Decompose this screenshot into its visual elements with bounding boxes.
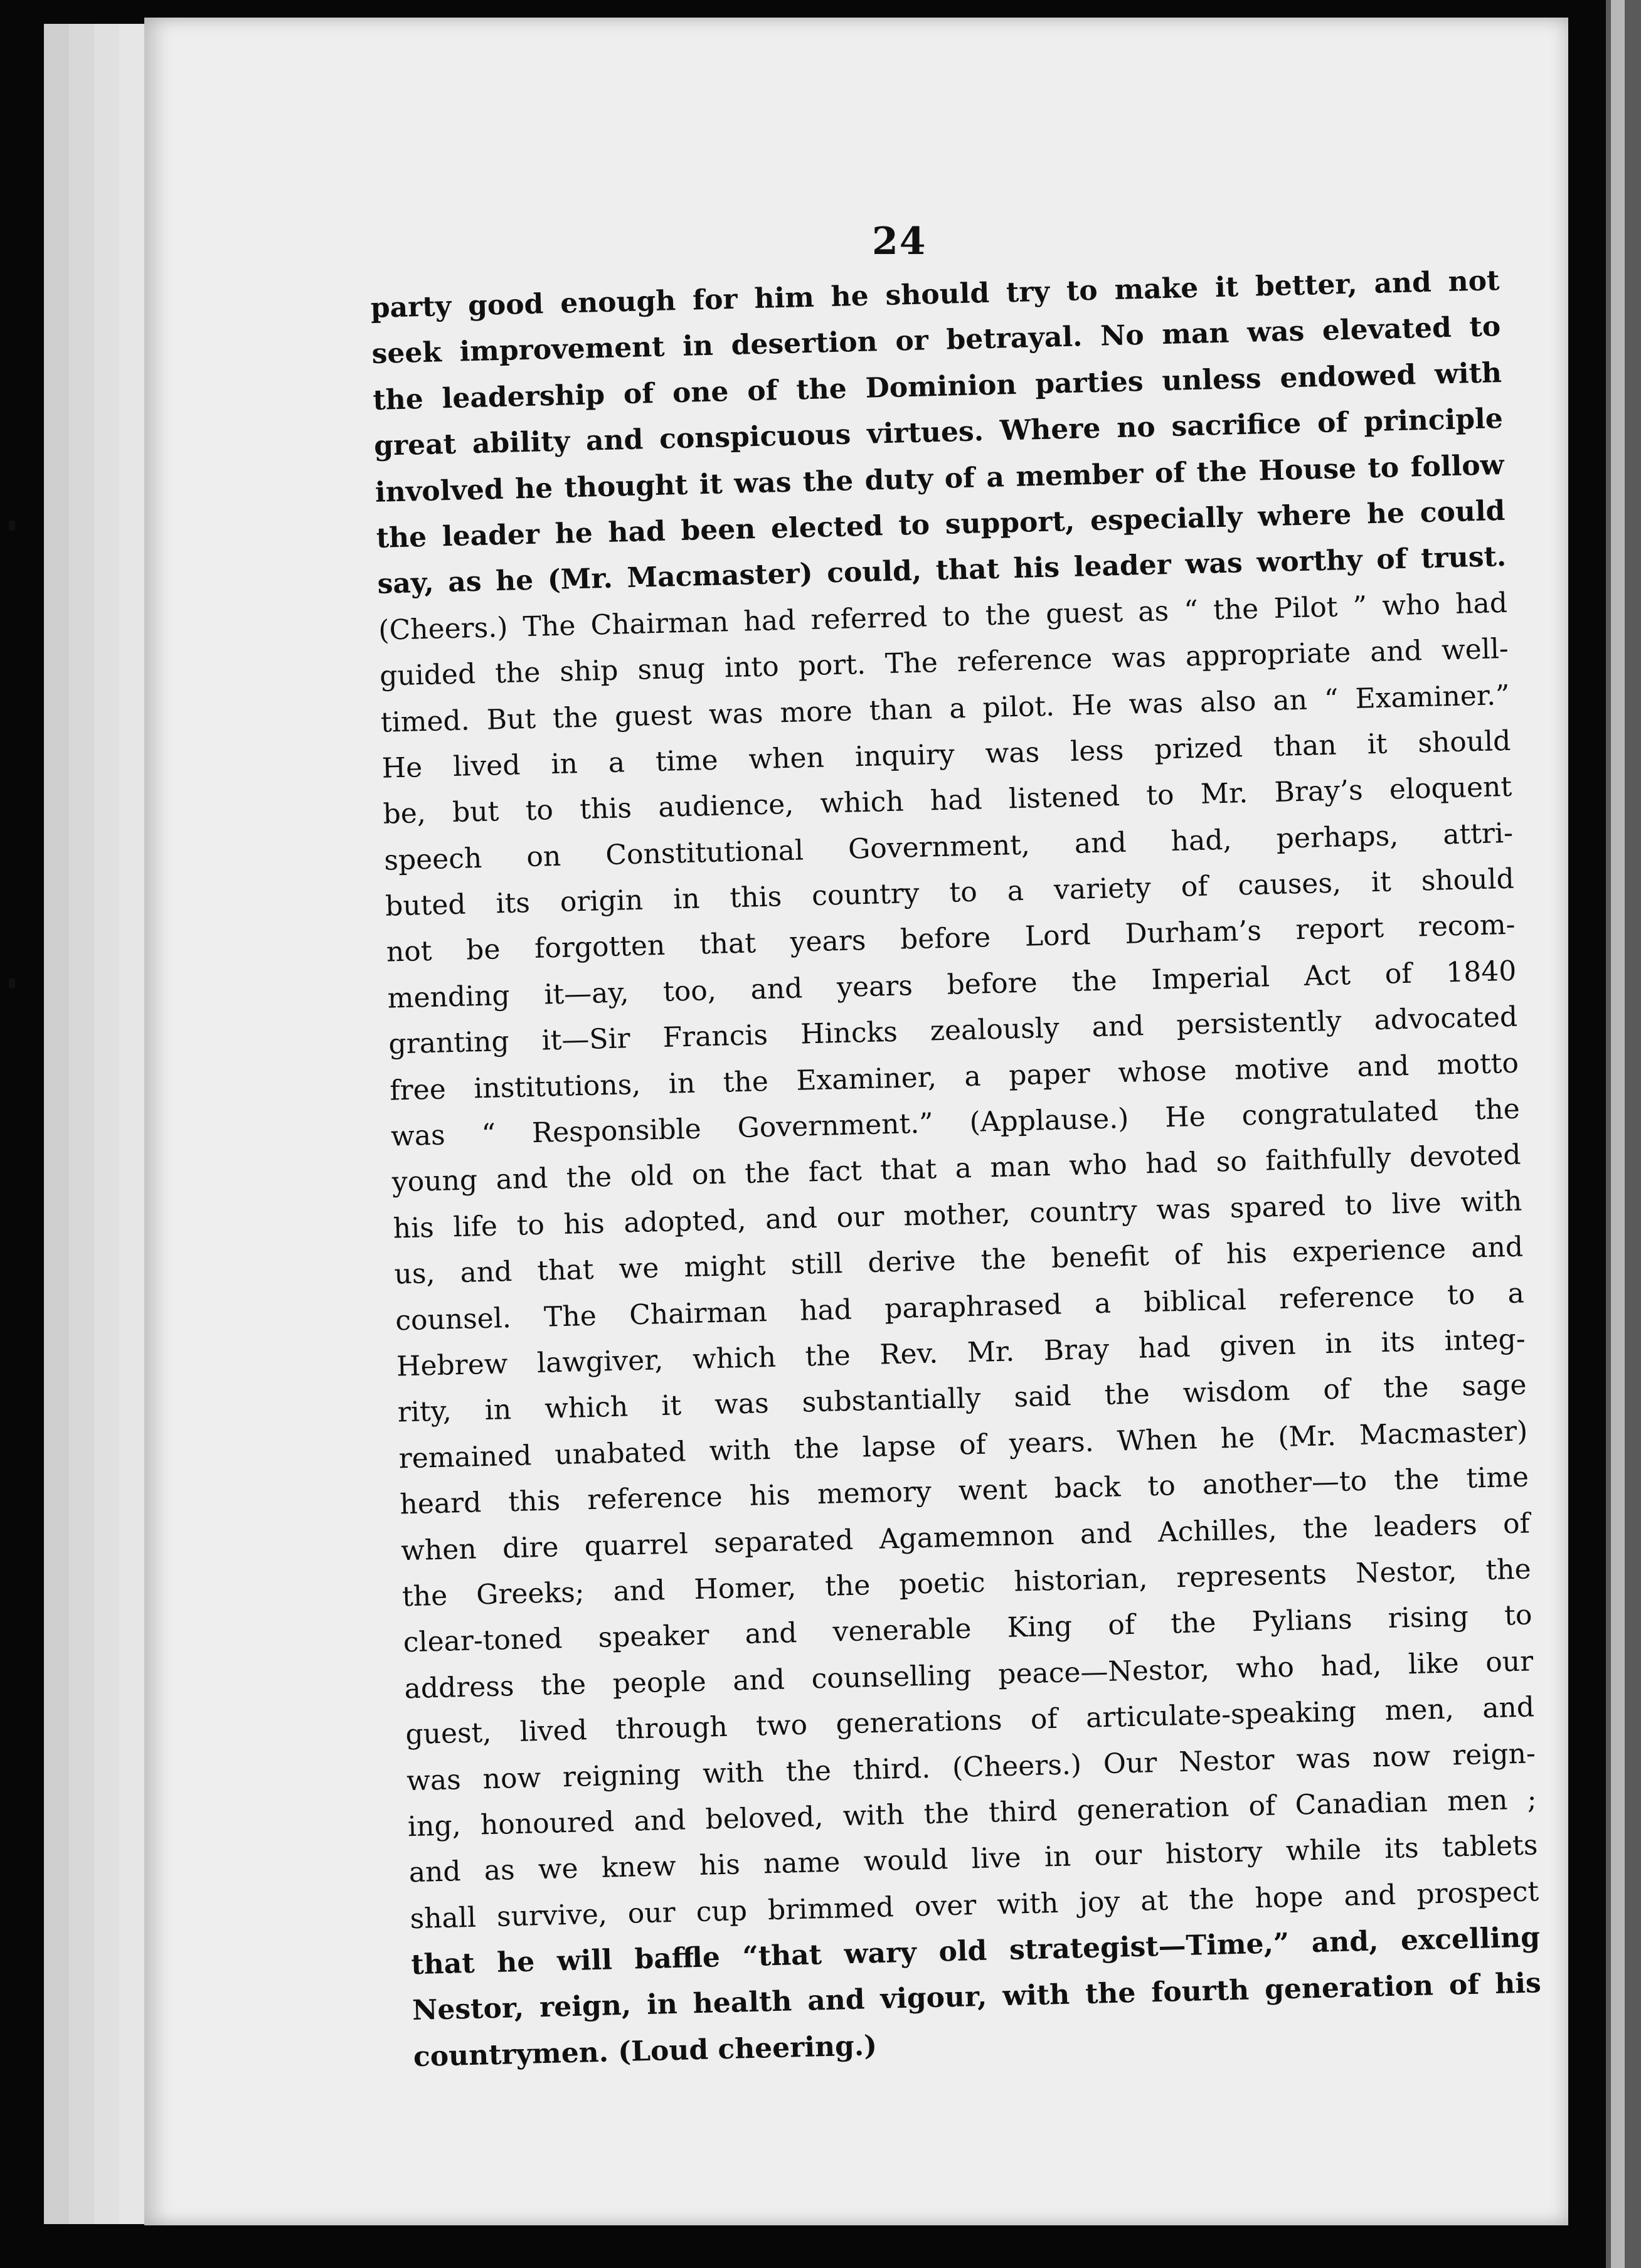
text-line: speech on Constitutional Government, and had, perhaps, attri-: [383, 817, 1514, 877]
text-line: seek improvement in desertion or betrayal. No man was elevated to: [371, 310, 1501, 371]
text-line: guest, lived through two generations of articulate-speaking men, and: [405, 1691, 1535, 1751]
scan-speck: [9, 521, 15, 531]
text-line: mending it—ay, too, and years before the Imperial Act of 1840: [387, 955, 1517, 1015]
text-line: that he will baffle “that wary old strategist—Time,” and, excelling: [410, 1921, 1541, 1981]
text-line: not be forgotten that years before Lord Durham’s report recom-: [386, 909, 1516, 969]
text-line: his life to his adopted, and our mother, country was spared to live with: [393, 1185, 1522, 1245]
page-edge: [69, 24, 96, 2224]
page-number: 24: [872, 220, 927, 263]
text-line: involved he thought it was the duty of a member of the House to follow: [374, 448, 1505, 509]
text-line: He lived in a time when inquiry was less prized than it should: [381, 724, 1511, 785]
page-edge: [44, 24, 71, 2224]
text-line: guided the ship snug into port. The reference was appropriate and well-: [379, 632, 1509, 692]
text-line: Nestor, reign, in health and vigour, with the fourth generation of his: [412, 1967, 1542, 2027]
text-line: us, and that we might still derive the benefit of his experience and: [393, 1231, 1524, 1291]
text-line: ing, honoured and beloved, with the third generation of Canadian men ;: [407, 1783, 1537, 1843]
text-line: when dire quarrel separated Agamemnon and Achilles, the leaders of: [400, 1507, 1531, 1567]
text-line: counsel. The Chairman had paraphrased a biblical reference to a: [395, 1277, 1525, 1337]
text-line: the leadership of one of the Dominion parties unless endowed with: [372, 356, 1502, 416]
facing-page-edge: [1606, 0, 1641, 2268]
text-line: Hebrew lawgiver, which the Rev. Mr. Bray had given in its integ-: [396, 1323, 1526, 1383]
text-line: great ability and conspicuous virtues. Where no sacrifice of principle: [373, 403, 1504, 463]
facing-page-strip: [1611, 0, 1625, 2268]
text-line: party good enough for him he should try to make it better, and not: [370, 265, 1500, 324]
text-line: rity, in which it was substantially said the wisdom of the sage: [397, 1369, 1527, 1429]
text-line-final: countrymen. (Loud cheering.): [413, 2029, 878, 2073]
text-line: free institutions, in the Examiner, a paper whose motive and motto: [389, 1047, 1519, 1107]
text-line: remained unabated with the lapse of years. When he (Mr. Macmaster): [398, 1415, 1528, 1475]
text-line: the Greeks; and Homer, the poetic historian, represents Nestor, the: [401, 1553, 1532, 1613]
text-line: the leader he had been elected to support, especially where he could: [376, 494, 1506, 554]
body-text: [370, 258, 1543, 2080]
text-line: young and the old on the fact that a man who had so faithfully devoted: [391, 1139, 1522, 1199]
text-line: heard this reference his memory went back to another—to the time: [399, 1461, 1529, 1521]
text-line: shall survive, our cup brimmed over with joy at the hope and prospect: [410, 1875, 1539, 1935]
text-line: address the people and counselling peace—Nestor, who had, like our: [404, 1645, 1534, 1705]
page-edge: [94, 24, 121, 2224]
text-line: be, but to this audience, which had listened to Mr. Bray’s eloquent: [382, 771, 1512, 831]
text-line: (Cheers.) The Chairman had referred to the guest as “ the Pilot ” who had: [378, 586, 1508, 647]
text-line: granting it—Sir Francis Hincks zealously and persistently advocated: [388, 1000, 1518, 1061]
text-line: say, as he (Mr. Macmaster) could, that his leader was worthy of trust.: [377, 541, 1507, 601]
text-line: buted its origin in this country to a variety of causes, it should: [385, 862, 1515, 923]
text-line: was “ Responsible Government.” (Applause.) He congratulated the: [390, 1093, 1521, 1153]
scan-speck: [9, 978, 15, 988]
text-line: timed. But the guest was more than a pilot. He was also an “ Examiner.”: [380, 679, 1511, 739]
text-line: was now reigning with the third. (Cheers.) Our Nestor was now reign-: [406, 1737, 1536, 1797]
text-line: clear-toned speaker and venerable King of the Pylians rising to: [403, 1599, 1532, 1659]
page-edge: [119, 24, 146, 2224]
text-line: and as we knew his name would live in our history while its tablets: [408, 1829, 1538, 1889]
